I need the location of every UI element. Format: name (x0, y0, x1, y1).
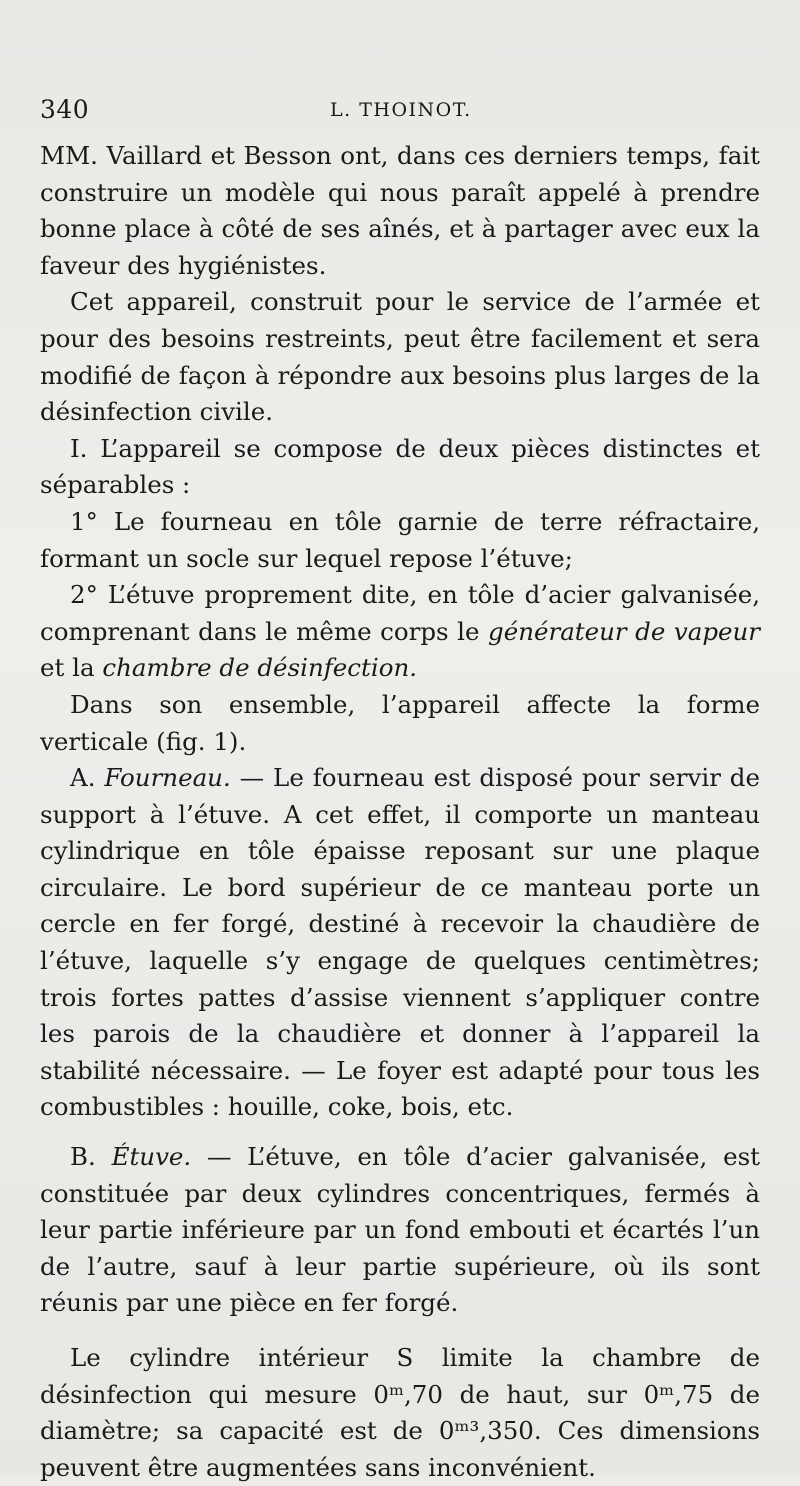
paragraph-9: Le cylindre intérieur S limite la chambre de désinfection qui mesure 0ᵐ,70 de haut, sur 0ᵐ,75 de diamètre; sa capacité est de 0ᵐ³,350. Ces dimensions peuvent être augmentées sans inconvénient. (40, 1343, 760, 1482)
paragraph-2: Cet appareil, construit pour le service de l’armée et pour des besoins restreints, peut être facilement et sera modifié de façon à répondre aux besoins plus larges de la désinfection civile. (40, 287, 760, 427)
paragraph-8-label: B. (70, 1142, 112, 1172)
paragraph-3: I. L’appareil se compose de deux pièces distinctes et séparables : (40, 433, 760, 500)
paragraph-7 (40, 760, 760, 1126)
paragraph-8-text: — L’étuve, en tôle d’acier galvanisée, est constituée par deux cylindres concentriques, fermés à leur partie inférieure par un fond embouti et écartés l’un de l’autre, sauf à leur partie supérieure, où ils sont réunis par une pièce en fer forgé. (40, 1142, 760, 1318)
paragraph-5-italic-generateur: générateur de vapeur (488, 616, 760, 646)
paragraph-5-italic-chambre: chambre de désinfection. (102, 653, 418, 683)
paragraph-5-text-c: et la (40, 653, 103, 683)
paragraph-1: MM. Vaillard et Besson ont, dans ces derniers temps, fait construire un modèle qui nous paraît appelé à prendre bonne place à côté de ses aînés, et à partager avec eux la faveur des hygiénistes. (40, 141, 760, 280)
paragraph-4: 1° Le fourneau en tôle garnie de terre réfractaire, formant un socle sur lequel repose l’étuve; (40, 506, 760, 573)
paragraph-7-italic-fourneau: Fourneau. (104, 763, 231, 793)
paragraph-5-text-a: 2° L’étuve proprement dite, en tôle d’acier galvanisée, comprenant dans le même corps le (40, 580, 760, 646)
paragraph-6: Dans son ensemble, l’appareil affecte la forme verticale (fig. 1). (40, 689, 760, 756)
paragraph-8-italic-etuve: Étuve. (111, 1142, 192, 1172)
paragraph-5 (40, 577, 760, 687)
page-number: 340 (40, 95, 90, 124)
paragraph-8 (40, 1139, 760, 1322)
page-header (40, 95, 760, 125)
paragraph-gap (40, 1126, 760, 1139)
paragraph-gap (40, 1322, 760, 1340)
running-head: L. THOINOT. (330, 99, 472, 121)
paragraph-7-label: A. (70, 763, 105, 793)
paragraph-7-text: — Le fourneau est disposé pour servir de support à l’étuve. A cet effet, il comporte un manteau cylindrique en tôle épaisse reposant sur une plaque circulaire. Le bord supérieur de ce manteau porte un cercle en fer forgé, destiné à recevoir la chaudière de l’étuve, laquelle s’y engage de quelques centimètres; trois fortes pattes d’assise viennent s’appliquer contre les parois de la chaudière et donner à l’appareil la stabilité nécessaire. — Le foyer est adapté pour tous les combustibles : houille, coke, bois, etc. (40, 763, 760, 1122)
body-text (40, 138, 760, 1486)
